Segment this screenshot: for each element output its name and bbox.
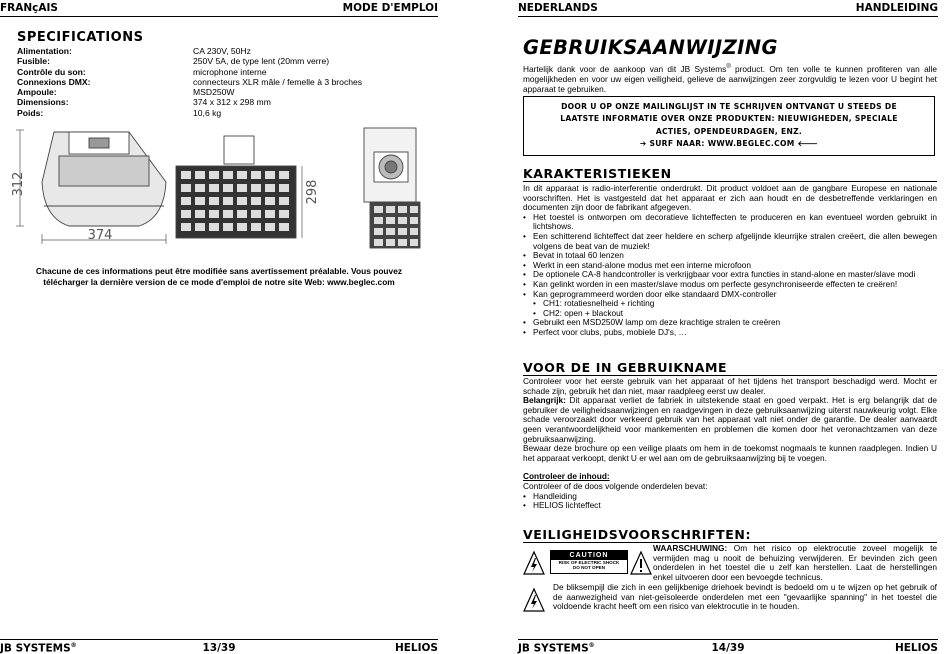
brand-name: JB SYSTEMS [518,642,589,654]
notice-line: télécharger la dernière version de ce mode d'emploi de notre site Web: www.beglec.com [43,276,395,287]
list-item: • Het toestel is ontworpen om decoratieve lichteffecten te produceren en kan eventueel worden gebruikt in lichtshows. [523,213,937,232]
registered-mark: ® [70,641,77,649]
feature-list [523,213,937,338]
spec-value: connecteurs XLR mâle / femelle à 3 broches [193,76,363,87]
spec-value: microphone interne [193,66,267,77]
spec-value: 250V 5A, de type lent (20mm verre) [193,56,330,67]
box-line: ACTIES, OPENDEURDAGEN, ENZ. [655,126,803,136]
intro-text [523,62,937,95]
paragraph: In dit apparaat is radio-interferentie onderdrukt. Dit product voldoet aan de gangbare Europese en nationale voorschriften. Het is vastgesteld dat het apparaat er zich aan houdt en de desbetreffende verklaringen en documenten zijn door de fabrikant afgegeven. [523,183,937,213]
list-item: • Perfect voor clubs, pubs, mobiele DJ's, … [523,328,937,338]
arrow-left-icon: 🡐 [794,139,819,149]
page-header [518,1,938,15]
page-footer [518,642,938,654]
header-title: HANDLEIDING [855,2,938,14]
left-page [0,0,438,654]
list-item: • Een schitterend lichteffect dat zeer heldere en scherp afgelijnde kleurrijke stralen creëert, die allen bewegen volgens de beat van de muziek! [523,232,937,251]
page-header [0,1,438,15]
list-subitem: • CH2: open + blackout [523,309,937,319]
footer-divider [518,639,938,640]
height-dimension-label: 312 [11,171,26,197]
lightning-warning-icon [523,585,545,615]
registered-mark: ® [726,64,731,70]
caution-subtext: RISK OF ELECTRIC SHOCK [558,560,620,565]
lightning-explanation: De bliksempijl die zich in een gelijkbenige driehoek bevindt is bedoeld om u te wijzen op het gebruik of de aanwezigheid van niet-geïsoleerde onderdelen met een "gevaarlijke spanning" in het toestel die voldoende kracht heeft om een risico van elektrocutie in te houden. [553,582,937,612]
intro-part: product. Om ten volle te kunnen profiteren van alle mogelijkheden en voor uw eigen veiligheid, gelieve de aanwijzingen zeer zorgvuldig te lezen voor U begint het apparaat te gebruiken. [523,63,937,95]
spec-row [17,108,362,118]
before-use-heading: VOOR DE IN GEBRUIKNAME [523,360,728,375]
notice-line: Chacune de ces informations peut être modifiée sans avertissement préalable. Vous pouvez [35,266,403,276]
section-underline [523,181,937,182]
box-line: LAATSTE INFORMATIE OVER ONZE PRODUKTEN: NIEUWIGHEDEN, SPECIALE [560,114,898,124]
main-title: GEBRUIKSAANWIJZING [523,36,778,59]
right-page [518,0,938,654]
contents-list [523,492,937,511]
list-item: • Kan gelinkt worden in een master/slave modus om perfecte gesynchroniseerde effecten te creëren! [523,280,937,290]
mailinglist-box [523,96,935,156]
warning-label: WAARSCHUWING: [653,543,728,553]
download-notice [0,266,438,287]
list-item: • Gebruikt een MSD250W lamp om deze krachtige stralen te creëren [523,318,937,328]
box-line: DOOR U OP ONZE MAILINGLIJST IN TE SCHRIJVEN ONTVANGT U STEEDS DE [561,102,897,111]
specifications-heading: SPECIFICATIONS [17,30,144,45]
spec-row [17,77,362,87]
front-view-drawing [176,136,296,238]
spec-label: Poids: [17,107,44,118]
header-divider [518,16,938,17]
lightning-warning-icon [523,548,545,578]
paragraph: Bewaar deze brochure op een veilige plaats om hem in de toekomst nogmaals te kunnen raadplegen. Indien U het apparaat verkoopt, denkt U er wel aan om de gebruiksaanwijzing bij te voegen. [523,443,937,463]
warning-body: Om het risico op elektrocutie zoveel mogelijk te vermijden mag u nooit de behuizing verwijderen. Er bevinden zich geen onderdelen in het toestel die u zelf kan herstellen. Laat de herstellingen enkel uitvoeren door een bevoegde technicus. [653,543,937,582]
header-title: MODE D'EMPLOI [342,2,438,14]
page-number: 14/39 [711,642,745,654]
spec-label: Contrôle du son: [17,66,86,77]
rear-view-drawing [364,128,420,248]
paragraph-text: Dit apparaat verliet de fabriek in uitstekende staat en goed verpakt. Het is erg belangrijk dat de gebruiker de veiligheidsaanwijzingen en raadgevingen in deze gebruiksaanwijzing uiterst nauwkeurig volgt. Elke schade veroorzaakt door verkeerd gebruik van het apparaat valt niet onder de garantie. De dealer aanvaardt geen verantwoordelijkheid voor mankementen en problemen die komen door het veronachtzamen van deze gebruiksaanwijzing. [523,395,937,444]
side-view-drawing [42,132,166,226]
characteristics-body [523,184,937,338]
intro-part: Hartelijk dank voor de aankoop van dit JB Systems [523,63,727,74]
registered-mark: ® [588,641,595,649]
spec-table [17,46,362,118]
list-item: • Kan geprogrammeerd worden door elke standaard DMX-controller [523,290,937,300]
footer-divider [0,639,438,640]
safety-heading: VEILIGHEIDSVOORSCHRIFTEN: [523,527,752,542]
page-number: 13/39 [202,642,236,654]
footer-product: HELIOS [394,642,438,654]
spec-row [17,97,362,107]
spec-row [17,67,362,77]
website-link[interactable]: SURF NAAR: WWW.BEGLEC.COM [649,139,795,149]
list-subitem: • CH1: rotatiesnelheid + richting [523,299,937,309]
list-item: • HELIOS lichteffect [523,501,937,511]
caution-subtext: DO NOT OPEN [572,565,606,570]
header-language: FRANçAIS [0,2,58,14]
spec-value: 374 x 312 x 298 mm [193,97,271,108]
header-divider [0,16,438,17]
dimension-drawings [11,126,436,252]
page-footer [0,642,438,654]
arrow-right-icon: ➔ [639,139,650,149]
paragraph [523,396,937,444]
spec-row [17,56,362,66]
list-item: • Werkt in een stand-alone modus met een interne microfoon [523,261,937,271]
before-use-body [523,377,937,511]
spec-label: Ampoule: [17,87,57,98]
brand-name: JB SYSTEMS [0,642,71,654]
list-item: • De optionele CA-8 handcontroller is verkrijgbaar voor extra functies in stand-alone en master/slave modi [523,270,937,280]
depth-dimension-label: 298 [305,179,320,205]
spec-value: CA 230V, 50Hz [193,46,251,56]
exclamation-warning-icon [630,548,652,578]
spec-row [17,87,362,97]
characteristics-heading: KARAKTERISTIEKEN [523,166,672,181]
footer-product: HELIOS [894,642,938,654]
list-item: • Handleiding [523,492,937,502]
caution-title: CAUTION [551,551,627,560]
spec-label: Alimentation: [17,46,72,56]
paragraph: Controleer voor het eerste gebruik van het apparaat of het tijdens het transport beschadigd werd. Mocht er schade zijn, gebruik het dan niet, maar raadpleeg eerst uw dealer. [523,376,937,396]
width-dimension-label: 374 [87,228,113,243]
list-item: • Bevat in totaal 60 lenzen [523,251,937,261]
header-language: NEDERLANDS [518,2,598,14]
spec-value: MSD250W [193,87,235,98]
contents-title: Controleer de inhoud: [523,471,610,482]
spec-label: Fusible: [17,56,50,67]
spec-label: Dimensions: [17,97,69,108]
spec-value: 10,6 kg [193,107,222,118]
spec-row [17,46,362,56]
caution-label [550,550,628,574]
paragraph: Controleer of de doos volgende onderdelen bevat: [523,480,708,491]
warning-text [653,544,937,582]
spec-label: Connexions DMX: [17,76,91,87]
important-label: Belangrijk: [523,395,566,406]
box-line [524,138,934,150]
footer-brand [0,642,77,654]
footer-brand [518,642,595,654]
